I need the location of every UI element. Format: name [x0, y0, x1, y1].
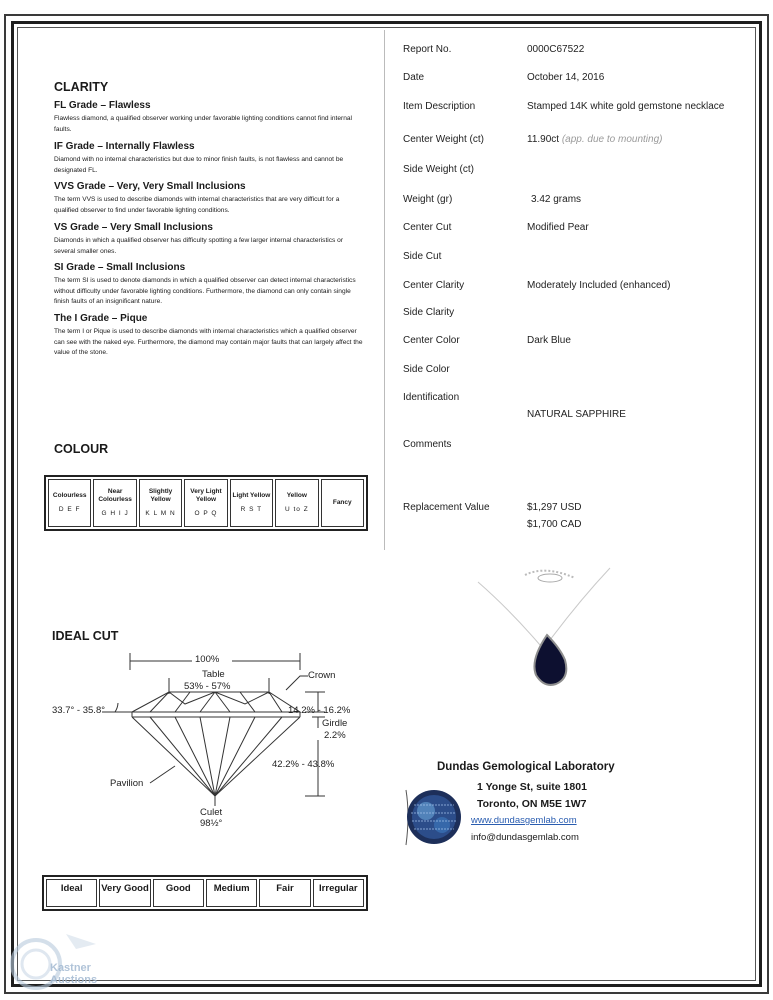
clarity-heading: CLARITY: [54, 80, 109, 94]
grade-title: The I Grade – Pique: [54, 313, 148, 324]
grade-description: The term SI is used to denote diamonds in which a qualified observer can detect internal characteristics without difficulty under favorable lighting conditions. Furthermore, the diamond can only contain single finish faults of an insignificant nature.: [54, 277, 356, 305]
weight-value: 3.42 grams: [531, 194, 582, 205]
cut-grade-table: [42, 875, 368, 911]
lab-address-line1: 1 Yonge St, suite 1801: [477, 781, 587, 793]
colour-label: Very Light Yellow: [190, 488, 222, 503]
colour-grades: O P Q: [194, 510, 218, 517]
grade-description: The term VVS is used to describe diamonds with internal characteristics that are very difficult for a qualified observer to find under favorable lighting conditions.: [54, 196, 340, 214]
center-clarity-label: Center Clarity: [403, 280, 465, 291]
center-cut-value: Modified Pear: [527, 222, 589, 233]
colour-cell-very-light-yellow: [184, 479, 227, 527]
clarity-grade-pique: [54, 313, 364, 359]
side-clarity-label: Side Clarity: [403, 307, 455, 318]
colour-cell-near-colourless: [93, 479, 136, 527]
replacement-value-cad: $1,700 CAD: [527, 519, 582, 530]
cut-grade-very-good: Very Good: [99, 879, 150, 907]
colour-label: Fancy: [332, 499, 352, 506]
culet-value-label: 98½°: [200, 818, 223, 829]
identification-label: Identification: [403, 392, 460, 403]
colour-grades: K L M N: [145, 510, 176, 517]
table-range-label: 53% - 57%: [184, 681, 231, 692]
cut-grade-fair: Fair: [259, 879, 310, 907]
lab-address-line2: Toronto, ON M5E 1W7: [477, 798, 587, 810]
colour-cell-slightly-yellow: [139, 479, 182, 527]
center-cut-label: Center Cut: [403, 222, 452, 233]
cut-grade-ideal: Ideal: [46, 879, 97, 907]
report-number-label: Report No.: [403, 44, 452, 55]
comments-label: Comments: [403, 439, 452, 450]
colour-label: Light Yellow: [232, 492, 271, 499]
date-value: October 14, 2016: [527, 72, 605, 83]
watermark-line2: Auctions: [50, 974, 98, 986]
grade-title: IF Grade – Internally Flawless: [54, 141, 195, 152]
table-label: Table: [202, 669, 225, 680]
clarity-grade-vvs: [54, 181, 364, 216]
cut-grade-irregular: Irregular: [313, 879, 364, 907]
report-number-value: 0000C67522: [527, 44, 585, 55]
sapphire-necklace-image: [470, 560, 620, 700]
side-color-label: Side Color: [403, 364, 450, 375]
crown-label: Crown: [308, 670, 336, 681]
total-width-label: 100%: [195, 654, 220, 665]
colour-cell-fancy: [321, 479, 364, 527]
item-description-value: Stamped 14K white gold gemstone necklace: [527, 101, 725, 112]
crown-angle-label: 33.7° - 35.8°: [52, 705, 106, 716]
grade-description: Diamond with no internal characteristics but due to minor finish faults, is not flawless and cannot be designated FL.: [54, 156, 344, 174]
cut-grade-good: Good: [153, 879, 204, 907]
girdle-value-label: 2.2%: [324, 730, 346, 741]
identification-value: NATURAL SAPPHIRE: [527, 409, 626, 420]
colour-cell-colourless: [48, 479, 91, 527]
culet-label: Culet: [200, 807, 223, 818]
colour-cell-light-yellow: [230, 479, 273, 527]
grade-description: The term I or Pique is used to describe diamonds with internal characteristics which a qualified observer can see with the naked eye. Furthermore, the diamond may contain major faults that can largely affect the value of the stone.: [54, 328, 363, 356]
clarity-grade-fl: [54, 100, 364, 135]
grade-title: VVS Grade – Very, Very Small Inclusions: [54, 181, 246, 192]
center-weight-note: (app. due to mounting): [561, 134, 663, 145]
grade-description: Diamonds in which a qualified observer has difficulty spotting a few larger internal characteristics or several smaller ones.: [54, 237, 344, 255]
colour-grades: U to Z: [284, 506, 309, 513]
girdle-label: Girdle: [322, 718, 348, 729]
center-weight-value: [527, 134, 662, 145]
crown-height-label: 14.2% - 16.2%: [288, 705, 351, 716]
watermark-line1: Kastner: [50, 962, 91, 974]
cut-grade-medium: Medium: [206, 879, 257, 907]
colour-label: Near Colourless: [98, 488, 132, 503]
replacement-value-usd: $1,297 USD: [527, 502, 582, 513]
hologram-seal: [396, 785, 466, 855]
colour-cell-yellow: [275, 479, 318, 527]
column-divider: [384, 30, 385, 550]
pavilion-depth-label: 42.2% - 43.8%: [272, 759, 335, 770]
colour-label: Slightly Yellow: [148, 488, 173, 503]
colour-grades: G H I J: [101, 510, 129, 517]
replacement-value-label: Replacement Value: [403, 502, 490, 513]
colour-grades: R S T: [240, 506, 263, 513]
colour-grades: D E F: [58, 506, 81, 513]
center-weight-amount: 11.90ct: [527, 134, 560, 145]
pavilion-label: Pavilion: [110, 778, 144, 789]
colour-label: Yellow: [286, 492, 307, 499]
lab-name: Dundas Gemological Laboratory: [437, 761, 615, 773]
clarity-grade-si: [54, 262, 364, 308]
center-color-value: Dark Blue: [527, 335, 571, 346]
ideal-cut-heading: IDEAL CUT: [52, 629, 119, 643]
item-description-label: Item Description: [403, 101, 476, 112]
center-clarity-value: Moderately Included (enhanced): [527, 280, 671, 291]
grade-title: VS Grade – Very Small Inclusions: [54, 222, 213, 233]
side-cut-label: Side Cut: [403, 251, 442, 262]
hologram-seal-image: [396, 785, 466, 855]
side-weight-label: Side Weight (ct): [403, 164, 474, 175]
date-label: Date: [403, 72, 425, 83]
watermark-text: [50, 962, 97, 986]
colour-label: Colourless: [52, 492, 87, 499]
grade-title: FL Grade – Flawless: [54, 100, 151, 111]
clarity-grade-if: [54, 141, 364, 176]
grade-title: SI Grade – Small Inclusions: [54, 262, 186, 273]
clarity-grade-vs: [54, 222, 364, 257]
weight-label: Weight (gr): [403, 194, 453, 205]
necklace-photo: [470, 560, 620, 700]
lab-email: info@dundasgemlab.com: [471, 832, 579, 843]
diamond-proportions-diagram: [50, 648, 370, 838]
colour-heading: COLOUR: [54, 442, 109, 456]
center-color-label: Center Color: [403, 335, 460, 346]
colour-scale-table: [44, 475, 368, 531]
center-weight-label: Center Weight (ct): [403, 134, 484, 145]
grade-description: Flawless diamond, a qualified observer working under favorable lighting conditions cannot find internal faults.: [54, 115, 352, 133]
lab-website-link[interactable]: www.dundasgemlab.com: [471, 815, 577, 826]
